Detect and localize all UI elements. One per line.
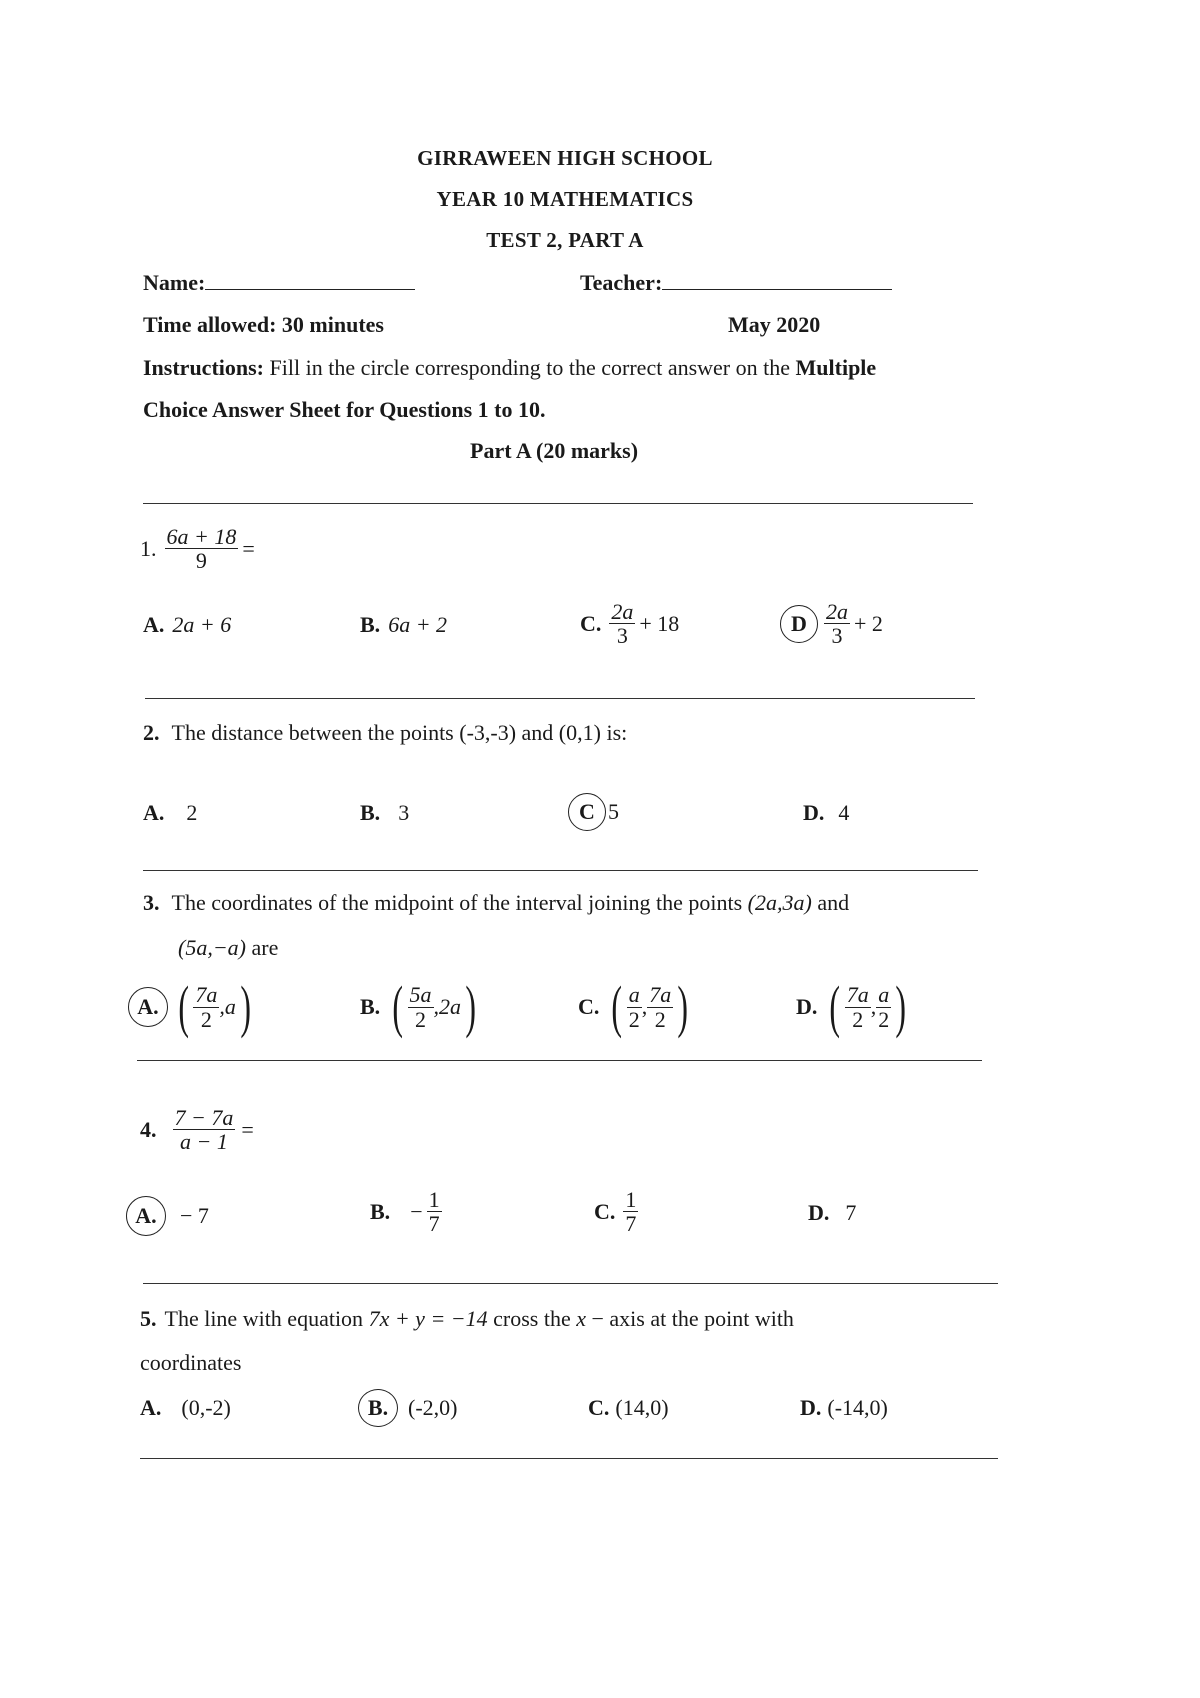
fraction <box>647 983 673 1030</box>
option-text: − 7 <box>180 1203 209 1228</box>
right-paren: ) <box>465 974 476 1039</box>
right-paren: ) <box>240 974 251 1039</box>
teacher-label: Teacher: <box>580 270 663 295</box>
numerator: 1 <box>428 1187 440 1212</box>
option-label: C. <box>578 994 600 1019</box>
numerator: 1 <box>625 1187 637 1212</box>
question-5-stem-line-2: coordinates <box>140 1350 242 1375</box>
option-label: B. <box>360 612 381 637</box>
q3-option-d <box>796 974 911 1039</box>
numerator: a <box>878 982 890 1008</box>
fraction <box>845 983 871 1030</box>
equation: 7x + y = −14 <box>368 1306 488 1331</box>
instructions-bold-a: Multiple <box>795 355 877 380</box>
school-name: GIRRAWEEN HIGH SCHOOL <box>417 146 713 170</box>
denominator: a − 1 <box>180 1129 228 1155</box>
denominator: 9 <box>195 548 207 574</box>
question-1-stem <box>140 525 255 572</box>
name-blank <box>205 288 415 290</box>
q1-option-d <box>780 600 883 647</box>
q4-option-c <box>594 1188 638 1235</box>
denominator: 2 <box>415 1006 427 1032</box>
divider <box>143 870 978 871</box>
left-paren: ( <box>178 974 189 1039</box>
question-number: 1. <box>140 535 157 561</box>
option-tail: ,2a <box>433 994 462 1019</box>
question-number: 3. <box>143 890 160 915</box>
numerator: 2a <box>826 599 848 624</box>
name-label: Name: <box>143 270 206 295</box>
option-label: B. <box>370 1198 391 1224</box>
left-paren: ( <box>392 974 404 1039</box>
divider <box>140 1458 998 1459</box>
denominator: 2 <box>628 1006 640 1032</box>
denominator: 3 <box>616 623 628 649</box>
numerator: 5a <box>409 982 432 1008</box>
divider <box>137 1060 982 1061</box>
exam-date: May 2020 <box>728 312 821 337</box>
denominator: 2 <box>852 1006 864 1032</box>
right-paren: ) <box>677 974 689 1039</box>
option-label: D. <box>796 994 818 1019</box>
denominator: 7 <box>625 1211 637 1237</box>
option-label: C. <box>594 1198 616 1224</box>
numerator: 7a <box>195 982 218 1008</box>
q1-option-c <box>580 600 679 647</box>
fraction <box>627 983 642 1030</box>
question-text: The distance between the points (-3,-3) and (0,1) is: <box>171 720 628 745</box>
answer-circle: A. <box>126 1196 166 1236</box>
q2-option-d <box>803 800 849 826</box>
q3-option-b <box>360 974 480 1039</box>
equals-sign: = <box>242 535 255 561</box>
denominator: 2 <box>654 1006 666 1032</box>
name-field <box>143 270 415 296</box>
q4-option-b <box>370 1188 442 1235</box>
minus-sign: − <box>410 1198 423 1224</box>
q2-option-b <box>360 800 409 826</box>
option-label: B. <box>360 800 381 825</box>
numerator: 6a + 18 <box>166 524 237 549</box>
instructions-line-2: Choice Answer Sheet for Questions 1 to 10. <box>143 397 546 422</box>
q3-option-a <box>128 974 255 1039</box>
denominator: 2 <box>878 1006 890 1032</box>
variable-x: x <box>576 1306 586 1331</box>
q4-option-d <box>808 1200 856 1226</box>
q2-option-c <box>568 793 619 831</box>
divider <box>145 698 975 699</box>
divider <box>143 1283 998 1284</box>
fraction <box>609 600 635 647</box>
question-3-stem <box>143 890 849 916</box>
fraction <box>408 983 434 1030</box>
question-text: cross the <box>487 1306 577 1331</box>
fraction <box>876 983 891 1030</box>
numerator: a <box>628 982 640 1008</box>
option-text: 5 <box>608 799 619 824</box>
equals-sign: = <box>241 1116 254 1142</box>
fraction <box>165 525 239 572</box>
option-text: 2a + 6 <box>172 612 232 637</box>
fraction <box>173 1106 236 1153</box>
q3-option-c <box>578 974 693 1039</box>
left-paren: ( <box>829 974 841 1039</box>
denominator: 3 <box>831 623 843 649</box>
question-text: The coordinates of the midpoint of the interval joining the points <box>171 890 748 915</box>
q5-option-c <box>588 1395 669 1421</box>
numerator: 7a <box>649 982 672 1008</box>
q5-option-a <box>140 1395 231 1421</box>
time-allowed: Time allowed: 30 minutes <box>143 312 384 337</box>
option-tail: ,a <box>219 994 236 1019</box>
q2-option-a <box>143 800 197 826</box>
option-text: 7 <box>845 1200 857 1225</box>
divider <box>143 503 973 504</box>
instructions-label: Instructions: <box>143 355 265 380</box>
test-title: TEST 2, PART A <box>486 228 644 252</box>
option-label: D. <box>800 1395 822 1420</box>
fraction <box>623 1188 638 1235</box>
option-text: (-2,0) <box>408 1395 458 1420</box>
point-1: (2a,3a) <box>747 890 812 915</box>
question-text: The line with equation <box>164 1306 369 1331</box>
subject-title: YEAR 10 MATHEMATICS <box>436 187 694 211</box>
point-2: (5a,−a) <box>178 935 246 960</box>
option-suffix: + 18 <box>639 610 680 636</box>
part-title: Part A (20 marks) <box>470 438 639 463</box>
q5-option-b <box>358 1389 457 1427</box>
question-4-stem <box>140 1106 254 1153</box>
question-3-stem-line-2 <box>178 935 278 961</box>
answer-circle: D <box>780 605 818 643</box>
option-text: (14,0) <box>615 1395 669 1420</box>
denominator: 2 <box>200 1006 212 1032</box>
fraction <box>824 600 850 647</box>
option-label: A. <box>143 800 165 825</box>
option-text: 2 <box>186 800 198 825</box>
question-text: − axis at the point with <box>586 1306 794 1331</box>
option-label: D. <box>808 1200 830 1225</box>
numerator: 7a <box>846 982 869 1008</box>
fraction <box>193 983 219 1030</box>
q4-option-a <box>126 1196 209 1236</box>
question-number: 2. <box>143 720 160 745</box>
option-text: 3 <box>398 800 410 825</box>
option-text: (0,-2) <box>181 1395 231 1420</box>
question-2-stem <box>143 720 627 746</box>
numerator: 7 − 7a <box>174 1105 234 1130</box>
option-text: 6a + 2 <box>388 612 448 637</box>
fraction <box>427 1188 442 1235</box>
answer-circle: A. <box>128 987 168 1027</box>
question-text-and: and <box>811 890 850 915</box>
teacher-blank <box>662 288 892 290</box>
numerator: 2a <box>611 599 634 624</box>
option-suffix: + 2 <box>854 610 883 636</box>
teacher-field <box>580 270 892 296</box>
option-label: A. <box>143 612 165 637</box>
option-label: C. <box>588 1395 610 1420</box>
answer-circle: B. <box>358 1389 398 1427</box>
q1-option-a <box>143 612 231 638</box>
option-text: 4 <box>838 800 850 825</box>
question-text-are: are <box>246 935 279 960</box>
comma: , <box>641 994 648 1019</box>
option-label: C. <box>580 610 602 636</box>
option-label: A. <box>140 1395 162 1420</box>
denominator: 7 <box>428 1211 440 1237</box>
instructions-line-1 <box>143 355 876 381</box>
answer-circle: C <box>568 793 606 831</box>
question-5-stem <box>140 1306 794 1332</box>
right-paren: ) <box>895 974 907 1039</box>
option-label: D. <box>803 800 825 825</box>
option-text: (-14,0) <box>827 1395 888 1420</box>
left-paren: ( <box>611 974 623 1039</box>
q1-option-b <box>360 612 447 638</box>
option-label: B. <box>360 994 381 1019</box>
question-number: 5. <box>140 1306 157 1331</box>
question-number: 4. <box>140 1116 157 1142</box>
instructions-text: Fill in the circle corresponding to the correct answer on the <box>264 355 796 380</box>
q5-option-d <box>800 1395 888 1421</box>
comma: , <box>870 994 877 1019</box>
